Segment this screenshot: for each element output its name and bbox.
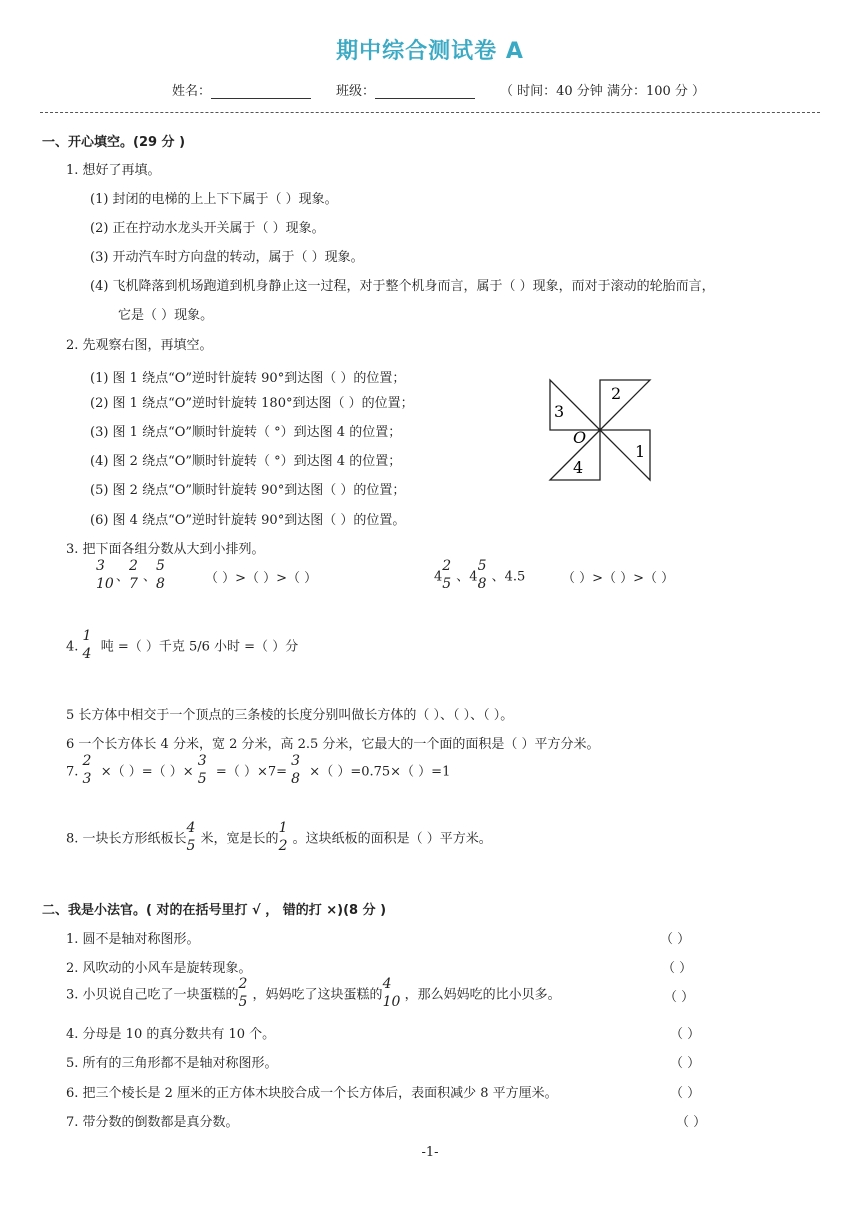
name-field — [172, 80, 311, 99]
denominator: 5 — [442, 576, 452, 592]
denominator: 8 — [156, 576, 165, 592]
q1-item: 它是（ ）现象。 — [118, 308, 214, 323]
numerator: 2 — [129, 558, 138, 574]
q3-stem: 3. 把下面各组分数从大到小排列。 — [66, 542, 265, 557]
name-label: 姓名： — [172, 84, 212, 99]
q7-text: ×（ ）=（ ）× — [100, 764, 194, 780]
numerator: 5 — [156, 558, 165, 574]
denominator: 5 — [186, 838, 196, 854]
q5: 5 长方体中相交于一个顶点的三条棱的长度分别叫做长方体的（ ）、（ ）、（ ）。 — [66, 708, 514, 723]
denominator: 8 — [477, 576, 487, 592]
q1-item: (1) 封闭的电梯的上上下下属于（ ）现象。 — [90, 192, 338, 207]
item3-text: ，妈妈吃了这块蛋糕的 — [252, 987, 383, 1003]
q2-item: (1) 图 1 绕点“O”逆时针旋转 90°到达图（ ）的位置； — [90, 371, 406, 386]
q1-stem: 1. 想好了再填。 — [66, 163, 161, 178]
judge-answer-box[interactable]: （ ） — [670, 1086, 701, 1101]
denominator: 5 — [238, 994, 248, 1010]
figure-label: 4 — [573, 458, 584, 477]
numerator: 5 — [477, 558, 487, 574]
center-point-label: O — [573, 428, 587, 447]
whole-number: 4 — [434, 569, 443, 585]
figure-label: 2 — [611, 384, 622, 403]
q1-item: (3) 开动汽车时方向盘的转动，属于（ ）现象。 — [90, 250, 364, 265]
q4 — [66, 628, 299, 662]
numerator: 1 — [278, 820, 288, 836]
numerator: 4 — [186, 820, 196, 836]
question-number: 4. — [66, 639, 79, 655]
q6: 6 一个长方体长 4 分米，宽 2 分米，高 2.5 分米，它最大的一个面的面积是（ ）平方分米。 — [66, 737, 600, 752]
figure-label: 1 — [635, 442, 646, 461]
section2-heading: 二、我是小法官。( 对的在括号里打 √ ， 错的打 ×)(8 分 ) — [42, 903, 387, 918]
numerator: 1 — [82, 628, 92, 644]
numerator: 2 — [238, 976, 248, 992]
item3-text: ，那么妈妈吃的比小贝多。 — [404, 987, 561, 1003]
judge-item: 6. 把三个棱长是 2 厘米的正方体木块胶合成一个长方体后，表面积减少 8 平方厘米。 — [66, 1086, 558, 1101]
decimal-value: 、4.5 — [491, 569, 526, 585]
q8-text: 。这块纸板的面积是（ ）平方米。 — [292, 831, 492, 847]
denominator: 8 — [291, 771, 301, 787]
q3-group2-blanks[interactable]: （ ）>（ ）>（ ） — [562, 571, 675, 586]
time-info: （ 时间：40 分钟 满分：100 分 ） — [500, 84, 706, 99]
separator: 、 — [456, 569, 470, 585]
judge-answer-box[interactable]: （ ） — [670, 1056, 701, 1071]
q2-item: (6) 图 4 绕点“O”逆时针旋转 90°到达图（ ）的位置。 — [90, 513, 406, 528]
q2-item: (3) 图 1 绕点“O”顺时针旋转（ °）到达图 4 的位置； — [90, 425, 402, 440]
pinwheel-figure — [545, 377, 655, 483]
q8-text: 米，宽是长的 — [200, 831, 279, 847]
q7-text: =（ ）×7= — [215, 764, 288, 780]
denominator: 10 — [382, 994, 401, 1010]
denominator: 10 — [96, 576, 114, 592]
judge-answer-box[interactable]: （ ） — [662, 961, 693, 976]
q8 — [66, 820, 492, 854]
class-blank[interactable] — [375, 84, 475, 99]
numerator: 3 — [96, 558, 105, 574]
q4-text: 吨 =（ ）千克 5/6 小时 =（ ）分 — [100, 639, 299, 655]
numerator: 2 — [82, 753, 92, 769]
q2-item: (2) 图 1 绕点“O”逆时针旋转 180°到达图（ ）的位置； — [90, 396, 414, 411]
divider — [40, 112, 820, 113]
numerator: 3 — [197, 753, 207, 769]
q3-group1-blanks[interactable]: （ ）>（ ）>（ ） — [205, 571, 318, 586]
question-number: 7. — [66, 764, 79, 780]
name-blank[interactable] — [211, 84, 311, 99]
judge-item: 1. 圆不是轴对称图形。 — [66, 932, 200, 947]
separator: 、 — [143, 569, 157, 585]
judge-item: 5. 所有的三角形都不是轴对称图形。 — [66, 1056, 278, 1071]
q7-text: ×（ ）=0.75×（ ）=1 — [309, 764, 451, 780]
q2-stem: 2. 先观察右图，再填空。 — [66, 338, 213, 353]
figure-label: 3 — [554, 402, 565, 421]
q7 — [66, 753, 451, 787]
class-field — [336, 80, 475, 99]
judge-item: 2. 风吹动的小风车是旋转现象。 — [66, 961, 252, 976]
section1-heading: 一、开心填空。(29 分 ) — [42, 135, 186, 150]
judge-answer-box[interactable]: （ ） — [660, 932, 691, 947]
q3-group1 — [96, 558, 170, 592]
class-label: 班级： — [336, 84, 376, 99]
numerator: 3 — [291, 753, 301, 769]
numerator: 2 — [442, 558, 452, 574]
separator: 、 — [116, 569, 130, 585]
denominator: 3 — [82, 771, 92, 787]
judge-item: 7. 带分数的倒数都是真分数。 — [66, 1115, 239, 1130]
denominator: 7 — [129, 576, 138, 592]
page-number: -1- — [421, 1145, 439, 1160]
q2-item: (4) 图 2 绕点“O”顺时针旋转（ °）到达图 4 的位置； — [90, 454, 402, 469]
judge-item: 4. 分母是 10 的真分数共有 10 个。 — [66, 1027, 276, 1042]
q3-group2 — [434, 558, 526, 592]
whole-number: 4 — [469, 569, 478, 585]
q1-item: (2) 正在拧动水龙头开关属于（ ）现象。 — [90, 221, 325, 236]
page-title: 期中综合测试卷 A — [336, 39, 524, 64]
denominator: 5 — [197, 771, 207, 787]
q2-item: (5) 图 2 绕点“O”顺时针旋转 90°到达图（ ）的位置； — [90, 483, 406, 498]
denominator: 2 — [278, 838, 288, 854]
numerator: 4 — [382, 976, 392, 992]
judge-item — [66, 976, 561, 1010]
judge-answer-box[interactable]: （ ） — [670, 1027, 701, 1042]
item3-text: 3. 小贝说自己吃了一块蛋糕的 — [66, 987, 239, 1003]
judge-answer-box[interactable]: （ ） — [664, 990, 695, 1005]
q1-item: (4) 飞机降落到机场跑道到机身静止这一过程，对于整个机身而言，属于（ ）现象，而对于滚动的轮胎而言， — [90, 279, 715, 294]
judge-answer-box[interactable]: （ ） — [676, 1115, 707, 1130]
q8-text: 8. 一块长方形纸板长 — [66, 831, 187, 847]
denominator: 4 — [82, 646, 92, 662]
